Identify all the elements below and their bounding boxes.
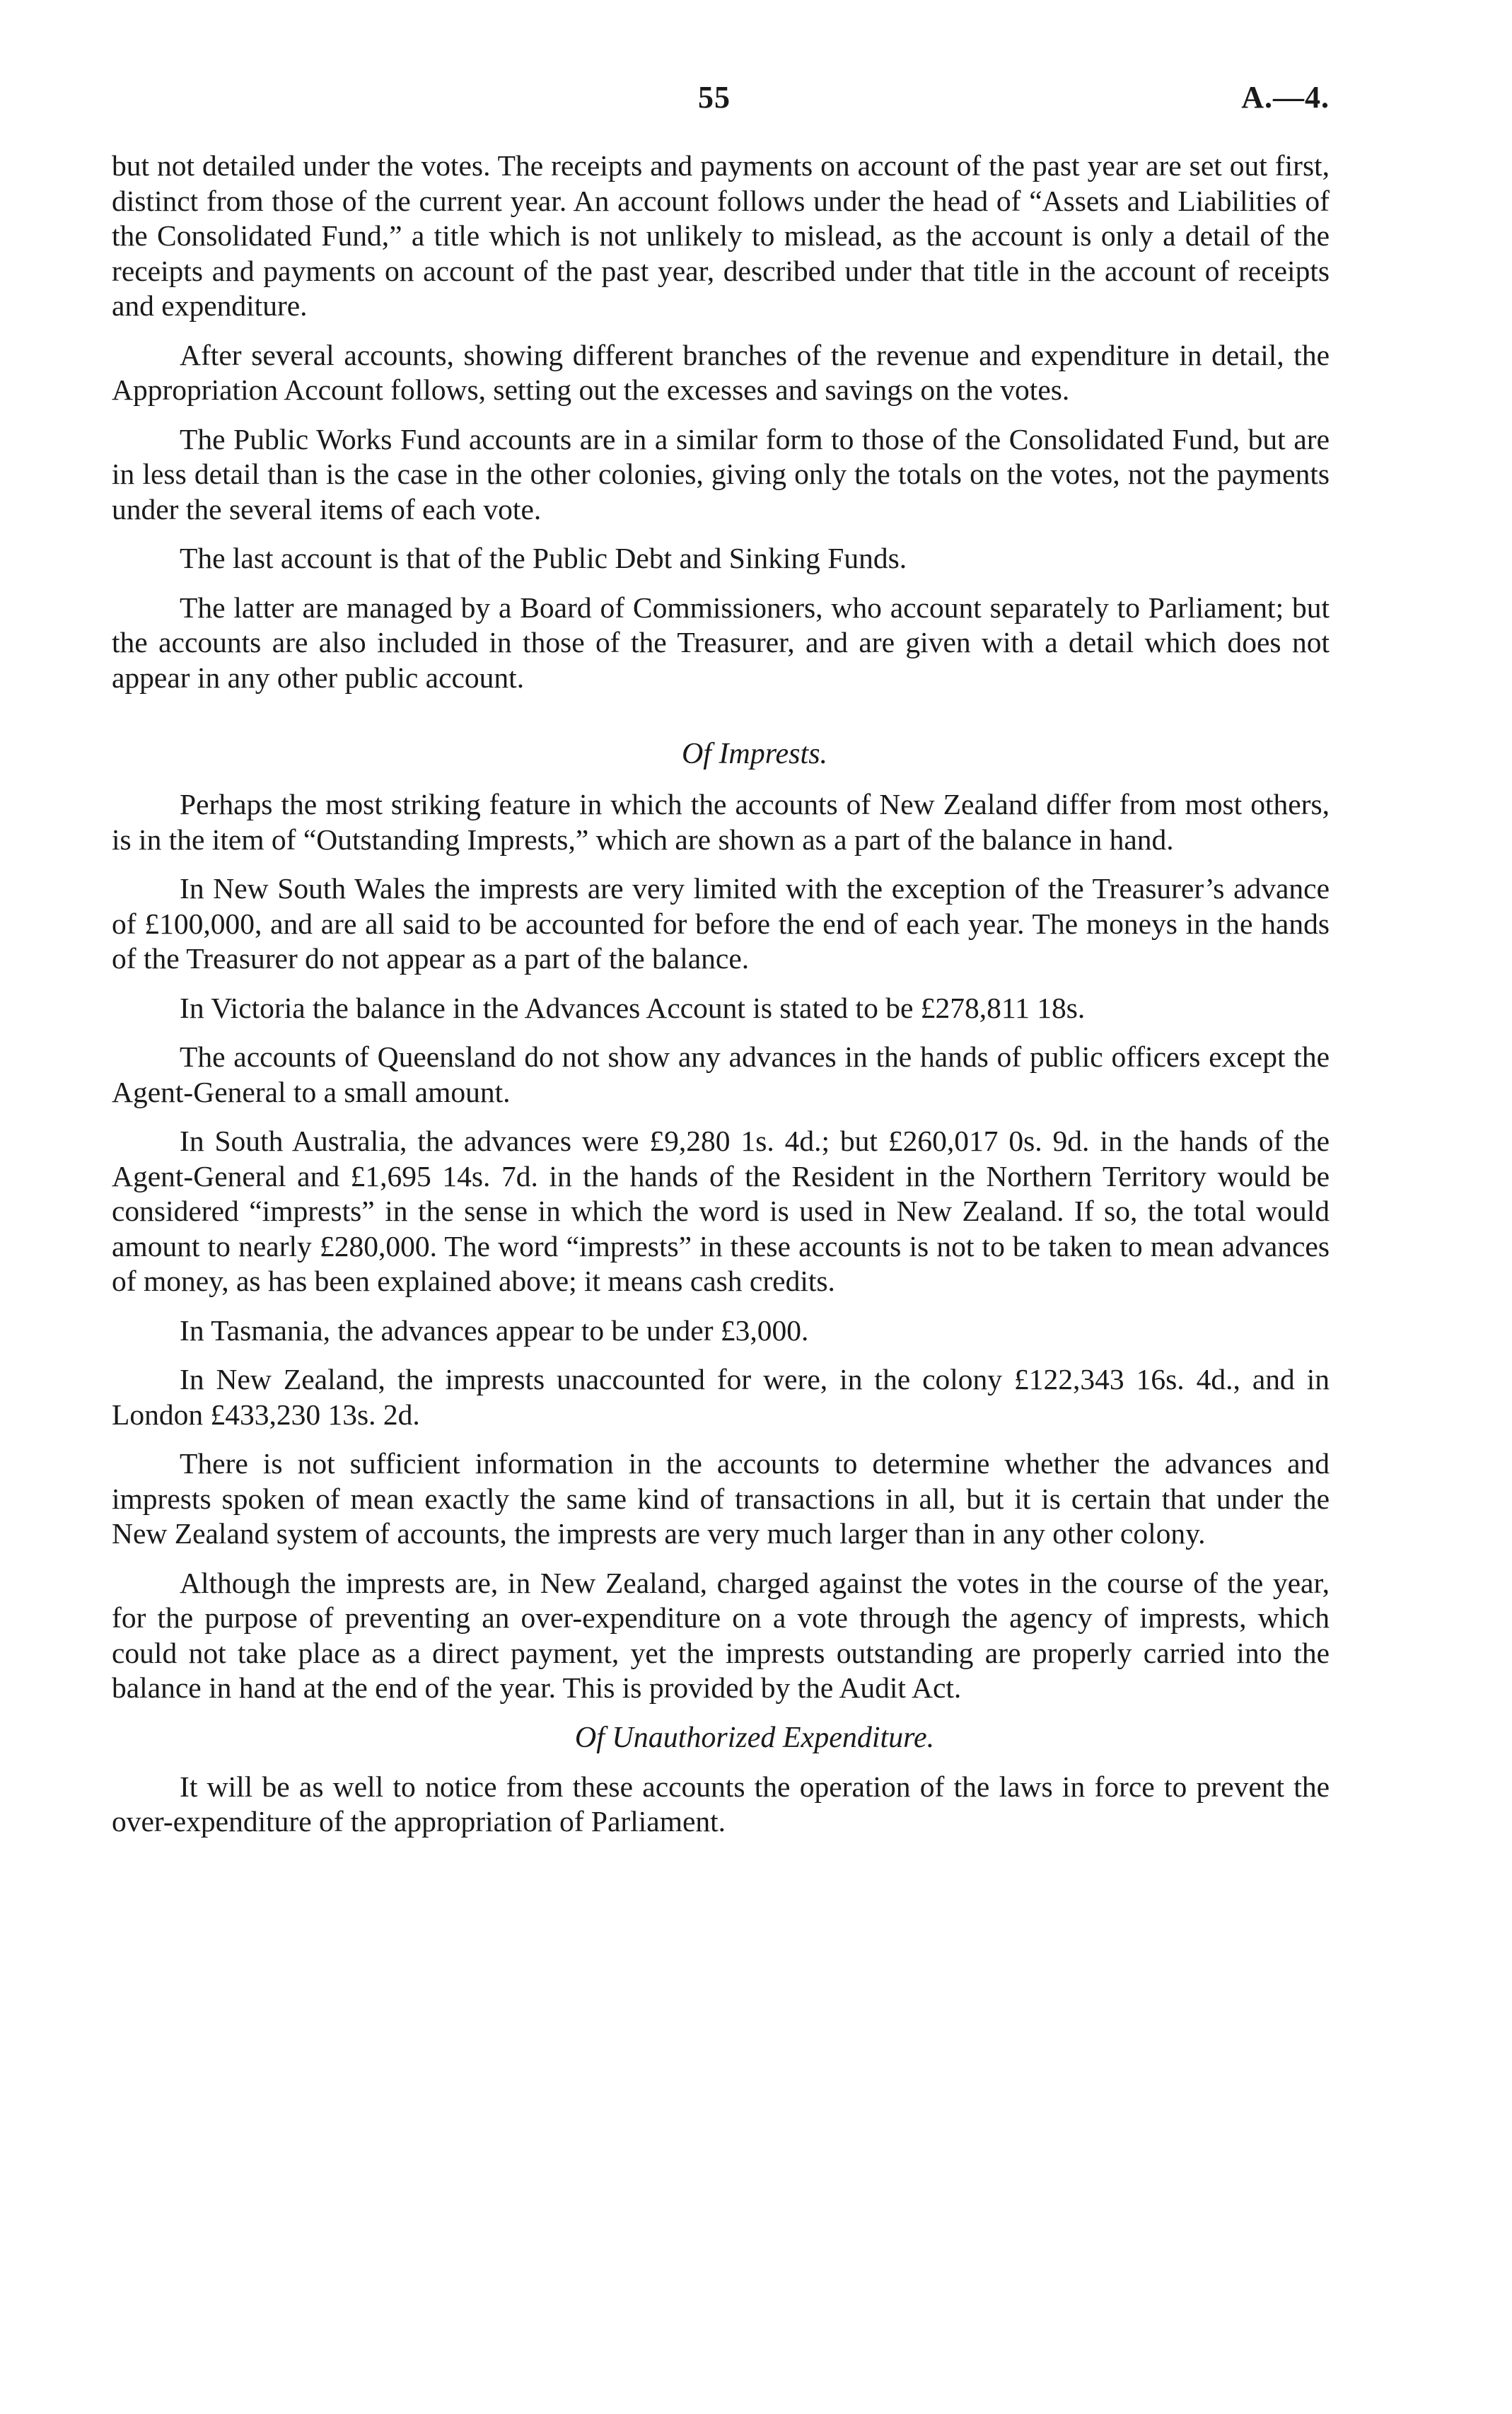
paragraph-over-expenditure: It will be as well to notice from these accounts the operation of the laws in force to prevent the over-expenditure of the appropriation of Parliament. — [112, 1770, 1330, 1838]
paragraph-queensland: The accounts of Queensland do not show any advances in the hands of public officers except the Agent-General to a small amount. — [112, 1040, 1330, 1108]
section-heading-unauthorized-expenditure: Of Unauthorized Expenditure. — [574, 1721, 935, 1754]
body-text — [112, 149, 1330, 1854]
document-code: A.—4. — [1241, 80, 1330, 115]
paragraph-insufficient-information: There is not sufficient information in the accounts to determine whether the advances and imprests spoken of mean exactly the same kind of transactions in all, but it is certain that under the New Zealand system of accounts, the imprests are very much larger than in any other colony. — [112, 1447, 1330, 1550]
section-heading-imprests: Of Imprests. — [681, 738, 828, 770]
paragraph-appropriation-account: After several accounts, showing different branches of the revenue and expenditure in detail, the Appropriation Account follows, setting out the excesses and savings on the votes. — [112, 338, 1330, 406]
paragraph-new-zealand: In New Zealand, the imprests unaccounted for were, in the colony £122,343 16s. 4d., and in London £433,230 13s. 2d. — [112, 1363, 1330, 1431]
paragraph-south-australia: In South Australia, the advances were £9,280 1s. 4d.; but £260,017 0s. 9d. in the hands of the Agent-General and £1,695 14s. 7d. in the hands of the Resident in the Northern Territory would be considered “imprests” in the sense in which the word is used in New Zealand. If so, the total would amount to nearly £280,000. The word “imprests” in these accounts is not to be taken to mean advances of money, as has been explained above; it means cash credits. — [112, 1125, 1330, 1297]
paragraph-continuation: but not detailed under the votes. The receipts and payments on account of the past year are set out first, distinct from those of the current year. An account follows under the head of “Assets and Liabilities of the Consolidated Fund,” a title which is not unlikely to mislead, as the account is only a detail of the receipts and payments on account of the past year, described under that title in the account of receipts and expenditure. — [112, 149, 1330, 322]
page-number: 55 — [698, 80, 731, 115]
paragraph-public-debt: The last account is that of the Public Debt and Sinking Funds. — [180, 542, 907, 574]
paragraph-audit-act: Although the imprests are, in New Zealand, charged against the votes in the course of the year, for the purpose of preventing an over-expenditure on a vote through the agency of imprests, which could not take place as a direct payment, yet the imprests outstanding are properly carried into the balance in hand at the end of the year. This is provided by the Audit Act. — [112, 1566, 1330, 1704]
paragraph-public-works-fund: The Public Works Fund accounts are in a similar form to those of the Consolidated Fund, but are in less detail than is the case in the other colonies, giving only the totals on the votes, not the payments under the several items of each vote. — [112, 422, 1330, 526]
paragraph-new-south-wales: In New South Wales the imprests are very limited with the exception of the Treasurer’s advance of £100,000, and are all said to be accounted for before the end of each year. The moneys in the hands of the Treasurer do not appear as a part of the balance. — [112, 872, 1330, 975]
paragraph-commissioners: The latter are managed by a Board of Commissioners, who account separately to Parliament; but the accounts are also included in those of the Treasurer, and are given with a detail which does not appear in any other public account. — [112, 591, 1330, 694]
paragraph-outstanding-imprests: Perhaps the most striking feature in which the accounts of New Zealand differ from most others, is in the item of “Outstanding Imprests,” which are shown as a part of the balance in hand. — [112, 788, 1330, 856]
paragraph-victoria: In Victoria the balance in the Advances Account is stated to be £278,811 18s. — [180, 991, 1086, 1024]
paragraph-tasmania: In Tasmania, the advances appear to be under £3,000. — [180, 1313, 809, 1347]
